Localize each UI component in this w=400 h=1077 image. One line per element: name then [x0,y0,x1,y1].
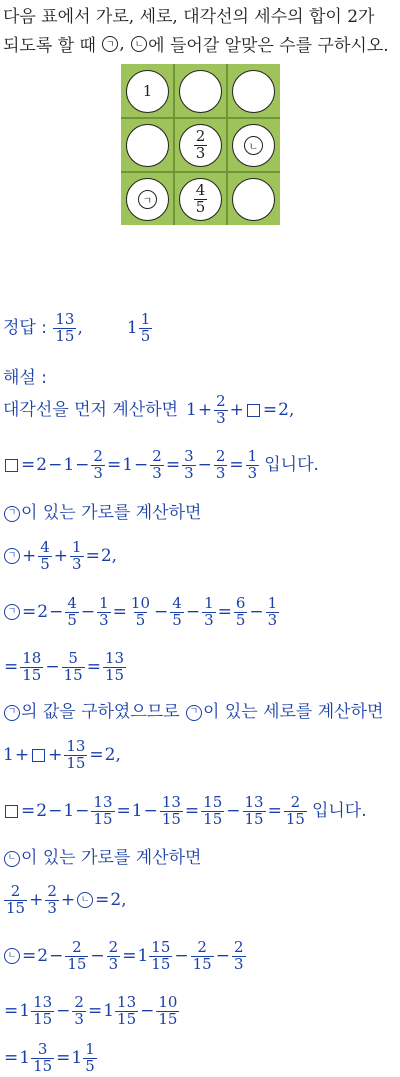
symbol-nieun-icon: ㄴ [4,851,20,867]
operator: − [185,601,201,622]
operator: = [122,945,137,966]
fraction-numerator: 13 [117,993,137,1011]
question-line-2 [3,31,389,56]
number: 1 [103,1000,115,1021]
operator: = [229,454,244,475]
fraction-numerator: 13 [93,793,113,811]
number: 2 [37,601,49,622]
number: 1 [137,945,149,966]
fraction-numerator: 10 [130,594,151,612]
fraction-denominator: 15 [67,954,87,973]
fraction-denominator: 5 [140,326,151,345]
comma: , [77,317,83,338]
grid-cell [126,178,169,221]
fraction-numerator: 1 [72,538,82,556]
fraction-numerator: 2 [197,938,207,956]
fraction-numerator: 2 [215,447,226,465]
operator: − [134,454,149,475]
fraction-numerator: 2 [47,882,57,900]
operator: = [22,601,37,622]
fraction-numerator: 2 [216,392,226,410]
fraction-numerator: 10 [158,993,178,1011]
fraction-denominator: 3 [184,463,194,482]
fraction-denominator: 15 [203,809,223,828]
grid-cell-empty [232,178,275,221]
fraction-denominator: 15 [55,326,75,345]
fraction-numerator: 13 [33,993,53,1011]
explanation-text: 이 있는 가로를 계산하면 [21,848,202,868]
fraction-denominator: 15 [66,753,86,772]
number: 2, [110,889,127,910]
fraction-denominator: 15 [151,954,171,973]
fraction-denominator: 3 [204,610,214,629]
number: 2, [278,399,295,420]
explanation-label: 해설 : [3,368,47,388]
fraction-numerator: 2 [93,447,103,465]
operator: − [215,945,230,966]
operator: − [75,800,90,821]
fraction-denominator: 15 [93,809,113,828]
grid-cell [179,178,222,221]
operator: + [60,889,76,910]
fraction-numerator: 2 [74,993,84,1011]
operator: − [143,800,158,821]
fraction-numerator: 18 [22,649,42,667]
grid-cell-empty [232,70,275,113]
operator: = [184,800,200,821]
fraction-numerator: 5 [68,649,78,667]
symbol-giyeok-icon: ㄱ [138,190,157,209]
explanation-line [3,651,127,684]
symbol-giyeok-icon: ㄱ [4,548,20,564]
operator: = [85,545,100,566]
explanation-line [3,1042,98,1075]
fraction-numerator: 1 [247,447,258,465]
explanation-line [3,850,201,867]
explanation-text: 이 있는 세로를 계산하면 [203,702,384,722]
operator: = [21,800,36,821]
fraction-numerator: 4 [172,594,182,612]
operator: + [53,545,69,566]
operator: = [4,1047,19,1068]
operator: = [87,1000,103,1021]
number: 2, [100,545,118,566]
blank-box-icon [32,749,45,762]
operator: = [89,744,104,765]
symbol-giyeok-icon: ㄱ [186,705,202,721]
fraction-denominator: 15 [33,1056,53,1075]
operator: = [106,454,122,475]
operator: = [4,1000,19,1021]
fraction-denominator: 15 [161,809,181,828]
fraction-denominator: 15 [6,898,26,917]
fraction-denominator: 15 [33,1009,53,1028]
operator: − [48,454,63,475]
explanation-text: 입니다. [264,454,319,475]
operator: = [217,601,232,622]
operator: − [49,945,64,966]
fraction-numerator: 1 [140,310,151,328]
explanation-line [3,704,383,721]
number: 1 [71,1047,83,1068]
question-line-1: 다음 표에서 가로, 세로, 대각선의 세수의 합이 2가 [3,7,375,27]
operator: − [80,601,96,622]
cell-value: 1 [142,82,153,100]
question-text: , [119,33,131,54]
fraction-denominator: 15 [158,1009,178,1028]
fraction-numerator: 2 [72,938,82,956]
blank-box-icon [247,404,260,417]
number: 1 [19,1000,31,1021]
operator: = [262,399,278,420]
explanation-line [3,449,319,482]
operator: + [29,889,44,910]
grid-cell [179,124,222,167]
explanation-text: 이 있는 가로를 계산하면 [21,503,202,523]
answer-line [3,312,153,345]
fraction-denominator: 5 [135,610,146,629]
number: 1 [63,454,75,475]
fraction-denominator: 15 [117,1009,137,1028]
fraction-numerator: 4 [40,538,50,556]
number: 1 [63,800,75,821]
fraction-numerator: 13 [104,649,125,667]
fraction-numerator: 13 [161,793,181,811]
fraction-denominator: 5 [235,610,246,629]
grid-cell [126,70,169,113]
operator: = [267,800,282,821]
fraction-denominator: 15 [104,665,125,684]
operator: + [229,399,244,420]
fraction-denominator: 3 [72,554,82,573]
symbol-giyeok-icon: ㄱ [4,506,20,522]
fraction-denominator: 3 [108,954,119,973]
symbol-nieun-icon: ㄴ [131,36,147,52]
fraction-denominator: 3 [247,463,258,482]
explanation-line [3,795,367,828]
operator: = [21,454,36,475]
fraction-denominator: 5 [172,610,182,629]
fraction-denominator: 5 [85,1056,95,1075]
operator: + [197,399,213,420]
operator: − [56,1000,71,1021]
operator: + [14,744,30,765]
fraction-numerator: 15 [203,793,223,811]
operator: = [22,945,37,966]
symbol-nieun-icon: ㄴ [4,948,20,964]
fraction-denominator: 15 [285,809,305,828]
operator: − [197,454,212,475]
symbol-nieun-icon: ㄴ [244,136,263,155]
fraction-numerator: 13 [55,310,75,328]
fraction-numerator: 3 [37,1040,48,1058]
fraction-denominator: 5 [67,610,77,629]
blank-box-icon [5,805,18,818]
operator: − [249,601,264,622]
fraction-denominator: 3 [93,463,103,482]
fraction-numerator: 2 [195,126,206,145]
fraction-denominator: 3 [216,408,226,427]
fraction-denominator: 3 [195,143,206,162]
question-text: 에 들어갈 알맞은 수를 구하시오. [148,36,389,56]
operator: = [95,889,110,910]
number: 1 [131,800,143,821]
explanation-line [3,505,201,522]
number: 1 [19,1047,31,1068]
blank-box-icon [5,459,18,472]
operator: = [56,1047,71,1068]
symbol-giyeok-icon: ㄱ [102,36,118,52]
symbol-giyeok-icon: ㄱ [4,705,20,721]
operator: = [165,454,181,475]
operator: − [75,454,90,475]
explanation-line [3,394,294,427]
grid-cell [232,124,275,167]
fraction-denominator: 3 [99,610,109,629]
fraction-numerator: 4 [195,180,206,199]
fraction-denominator: 3 [47,898,57,917]
operator: − [174,945,189,966]
magic-square-grid [121,64,280,225]
number: 1 [3,744,14,765]
explanation-line [3,940,247,973]
explanation-line [3,739,121,772]
fraction-numerator: 13 [66,737,86,755]
explanation-line [3,596,280,629]
fraction-numerator: 2 [108,938,119,956]
fraction-denominator: 5 [195,197,206,216]
fraction-numerator: 13 [244,793,264,811]
fraction-numerator: 1 [267,594,278,612]
symbol-giyeok-icon: ㄱ [4,604,20,620]
operator: + [48,744,63,765]
operator: = [112,601,127,622]
operator: − [48,800,63,821]
fraction-denominator: 15 [244,809,264,828]
fraction-denominator: 3 [267,610,278,629]
fraction-numerator: 1 [99,594,109,612]
question-text: 되도록 할 때 [3,36,102,56]
operator: = [116,800,131,821]
operator: − [226,800,241,821]
operator: − [49,601,64,622]
number: 2 [36,800,48,821]
explanation-line [3,884,127,917]
explanation-line [3,540,117,573]
fraction-numerator: 2 [233,938,244,956]
symbol-nieun-icon: ㄴ [77,892,93,908]
number: 2 [36,454,48,475]
fraction-denominator: 3 [233,954,244,973]
fraction-denominator: 15 [22,665,42,684]
explanation-text: 대각선을 먼저 계산하면 [3,399,179,420]
fraction-numerator: 2 [152,447,162,465]
explanation-line [3,995,180,1028]
fraction-numerator: 3 [184,447,194,465]
fraction-denominator: 3 [74,1009,84,1028]
explanation-text: 의 값을 구하였으므로 [21,702,180,722]
number: 1 [186,399,197,420]
fraction-denominator: 15 [63,665,83,684]
fraction-numerator: 2 [290,793,301,811]
fraction-numerator: 2 [10,882,21,900]
number: 2, [104,744,121,765]
fraction-denominator: 15 [192,954,212,973]
fraction-numerator: 1 [85,1040,95,1058]
operator: − [45,656,60,677]
operator: − [154,601,169,622]
fraction-numerator: 15 [151,938,171,956]
operator: = [4,656,19,677]
operator: = [86,656,101,677]
operator: − [90,945,105,966]
answer-label: 정답 : [3,317,47,338]
grid-cell-empty [179,70,222,113]
fraction-numerator: 1 [204,594,214,612]
number: 2 [37,945,49,966]
fraction-numerator: 4 [67,594,77,612]
fraction-denominator: 3 [215,463,226,482]
operator: − [140,1000,155,1021]
fraction-denominator: 5 [40,554,50,573]
explanation-text: 입니다. [311,800,367,821]
grid-cell-empty [126,124,169,167]
fraction-numerator: 6 [235,594,246,612]
whole-number: 1 [126,317,138,338]
number: 1 [122,454,134,475]
operator: + [22,545,37,566]
fraction-denominator: 3 [152,463,162,482]
